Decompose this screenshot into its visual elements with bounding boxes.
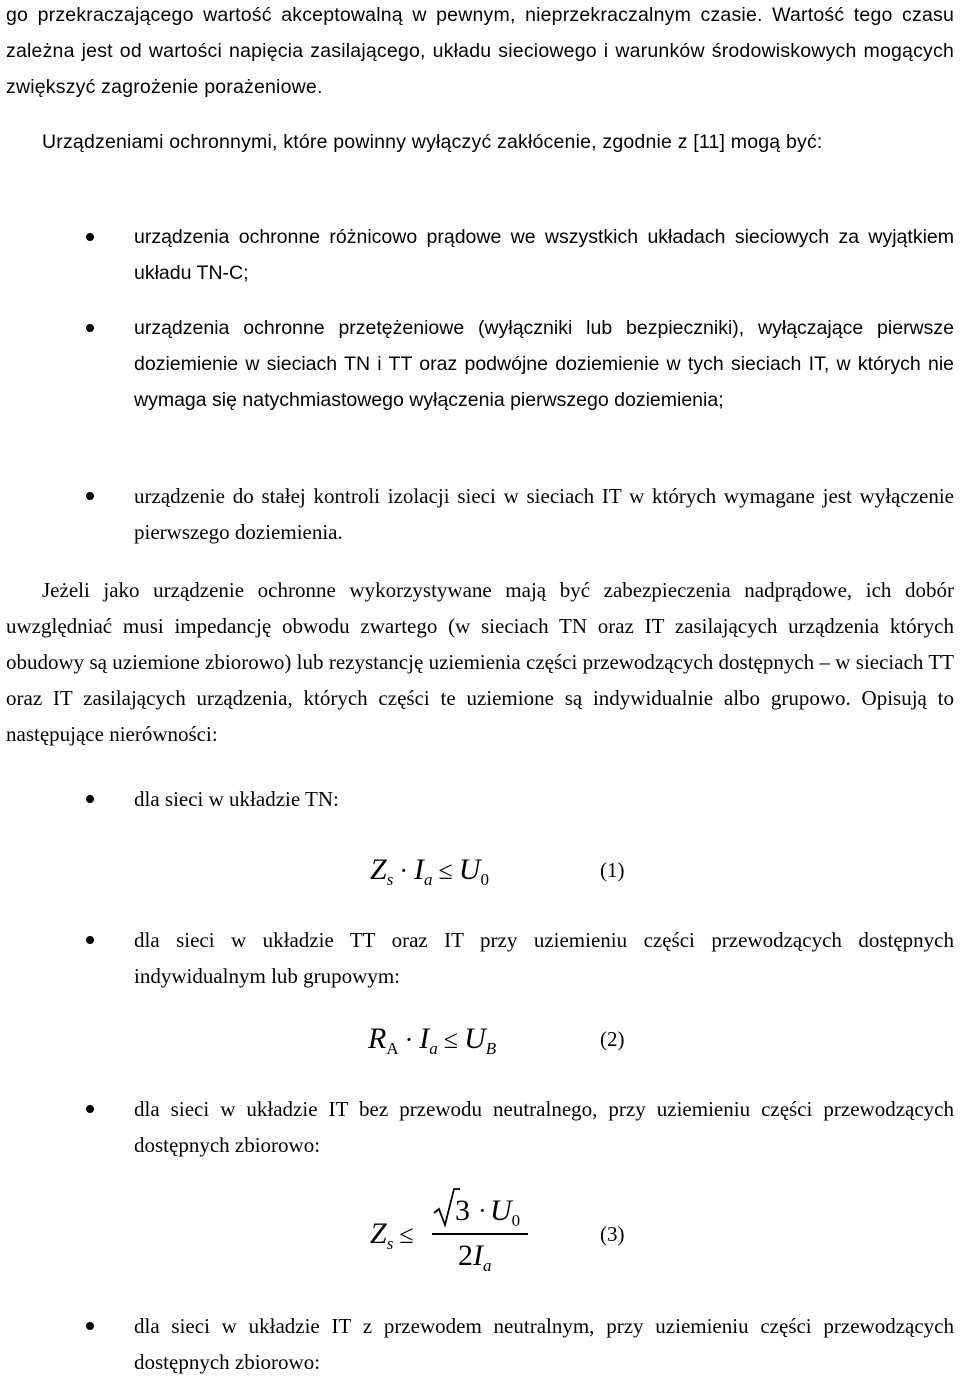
- eq-symbol: U: [490, 1194, 512, 1227]
- eq-subscript: 0: [480, 870, 489, 889]
- eq-operator: ·: [399, 856, 408, 885]
- bullet: [86, 795, 94, 803]
- eq-symbol: Z: [370, 1217, 387, 1250]
- paragraph-continuation: go przekraczającego wartość akceptowalną w pewnym, nieprzekraczalnym czasie. Wartość tego czasu zależna jest od wartości napięcia zasilającego, układu sieciowego i warunków środowiskowych mogących zwiększyć zagrożenie porażeniowe.: [6, 4, 954, 98]
- eq-symbol: I: [473, 1239, 483, 1272]
- paragraph-protective-devices-intro: Urządzeniami ochronnymi, które powinny wyłączyć zakłócenie, zgodnie z [11] mogą być:: [42, 131, 823, 153]
- bullet: [86, 233, 94, 241]
- eq-subscript: s: [386, 870, 394, 889]
- fraction-bar: [432, 1233, 528, 1235]
- list-item-condition: dla sieci w układzie IT z przewodem neutralnym, przy uziemieniu części przewodzących dostępnych zbiorowo:: [134, 1314, 954, 1374]
- equation-number: (2): [600, 1027, 625, 1051]
- paragraph-overcurrent-protection: Jeżeli jako urządzenie ochronne wykorzystywane mają być zabezpieczenia nadprądowe, ich dobór uwzględniać musi impedancję obwodu zwartego (w sieciach TN oraz IT zasilających urządzenia których obudowy są uziemione zbiorowo) lub rezystancję uziemienia części przewodzących dostępnych – w sieciach TT oraz IT zasilających urządzenia, których części te uziemione są indywidualnie albo grupowo. Opisują to następujące nierówności:: [6, 578, 954, 746]
- eq-operator: ≤: [443, 1025, 459, 1054]
- list-item-device: urządzenia ochronne przetężeniowe (wyłączniki lub bezpieczniki), wyłączające pierwsze doziemienie w sieciach TN i TT oraz podwójne doziemienie w tych sieciach IT, w których nie wymaga się natychmiastowego wyłączenia pierwszego doziemienia;: [134, 317, 954, 411]
- list-item-condition: dla sieci w układzie TN:: [134, 787, 339, 811]
- eq-coefficient: 2: [458, 1239, 473, 1272]
- equation-3-lhs: [370, 1219, 420, 1259]
- eq-denominator: [458, 1241, 492, 1281]
- eq-subscript: a: [429, 1039, 438, 1058]
- eq-symbol: I: [413, 853, 424, 886]
- list-item-device: urządzenie do stałej kontroli izolacji sieci w sieciach IT w których wymagane jest wyłączenie pierwszego doziemienia.: [134, 484, 954, 544]
- eq-operator: ·: [404, 1025, 414, 1054]
- bullet: [86, 1105, 94, 1113]
- eq-symbol: Z: [370, 853, 387, 886]
- bullet: [86, 1322, 94, 1330]
- eq-subscript: a: [483, 1256, 492, 1275]
- list-item-condition: dla sieci w układzie TT oraz IT przy uziemieniu części przewodzących dostępnych indywidualnym lub grupowym:: [134, 928, 954, 988]
- eq-operator: ≤: [399, 1220, 414, 1249]
- eq-subscript: s: [386, 1234, 394, 1253]
- list-item-condition: dla sieci w układzie IT bez przewodu neutralnego, przy uziemieniu części przewodzących dostępnych zbiorowo:: [134, 1097, 954, 1157]
- eq-operator: ·: [478, 1196, 487, 1225]
- bullet: [86, 936, 94, 944]
- eq-subscript: A: [386, 1039, 399, 1058]
- bullet: [86, 324, 94, 332]
- equation-1: [370, 855, 489, 895]
- equation-2: [368, 1024, 496, 1064]
- eq-sqrt-argument: 3: [455, 1194, 470, 1227]
- eq-subscript: B: [485, 1039, 497, 1058]
- eq-symbol: R: [368, 1022, 387, 1055]
- eq-subscript: a: [423, 870, 433, 889]
- bullet: [86, 492, 94, 500]
- equation-number: (3): [600, 1222, 625, 1246]
- eq-symbol: I: [419, 1022, 430, 1055]
- eq-numerator-symbol: [490, 1196, 520, 1236]
- equation-number: (1): [600, 858, 625, 882]
- eq-operator: ≤: [438, 856, 453, 885]
- list-item-device: urządzenia ochronne różnicowo prądowe we wszystkich układach sieciowych za wyjątkiem układu TN-C;: [134, 226, 954, 284]
- eq-subscript: 0: [511, 1211, 521, 1230]
- eq-symbol: U: [464, 1022, 486, 1055]
- eq-symbol: U: [458, 853, 481, 886]
